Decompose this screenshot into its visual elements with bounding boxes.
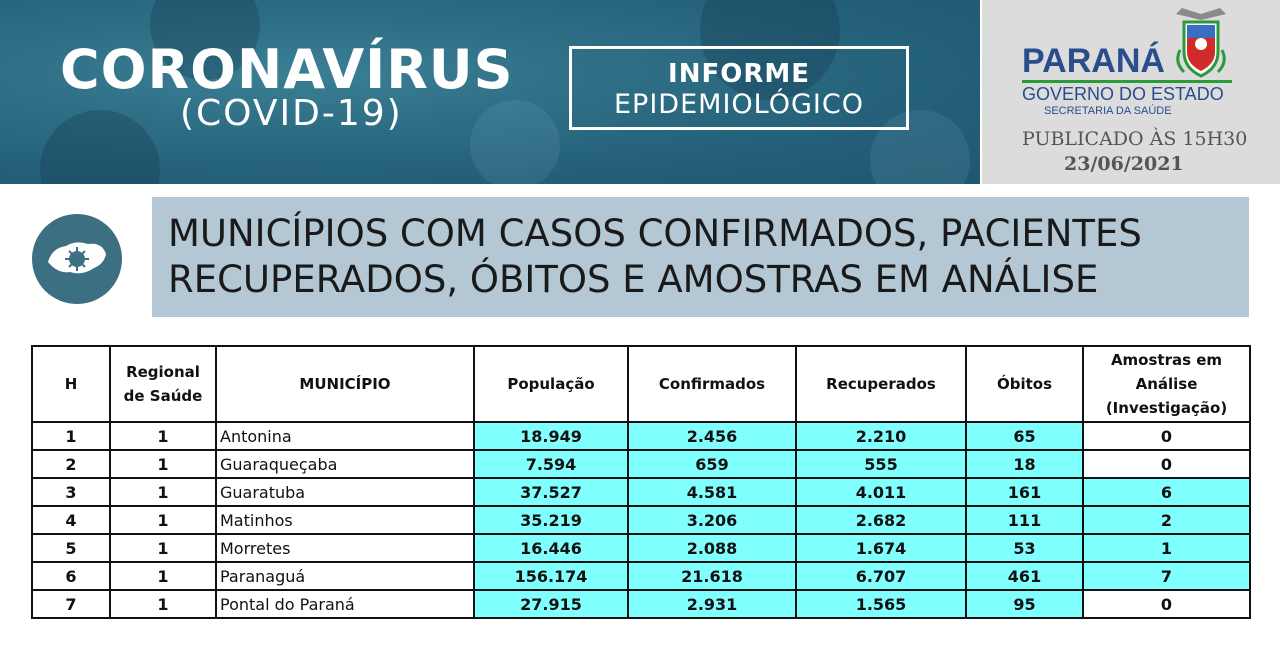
cell-confirmados: 659 — [628, 450, 796, 478]
cell-populacao: 35.219 — [474, 506, 628, 534]
table-row — [32, 590, 1250, 618]
cell-h: 5 — [32, 534, 110, 562]
cell-confirmados: 2.456 — [628, 422, 796, 450]
cell-obitos: 95 — [966, 590, 1083, 618]
cell-regional: 1 — [110, 478, 216, 506]
banner — [0, 0, 980, 184]
published-date: 23/06/2021 — [1064, 153, 1184, 175]
cell-obitos: 65 — [966, 422, 1083, 450]
state-underline — [1022, 80, 1232, 83]
cell-recuperados: 1.674 — [796, 534, 966, 562]
cell-recuperados: 4.011 — [796, 478, 966, 506]
cell-recuperados: 1.565 — [796, 590, 966, 618]
cell-obitos: 461 — [966, 562, 1083, 590]
table-row — [32, 450, 1250, 478]
cell-municipio: Guaraqueçaba — [216, 450, 474, 478]
cell-obitos: 111 — [966, 506, 1083, 534]
government-logo-panel — [982, 0, 1280, 184]
cell-obitos: 53 — [966, 534, 1083, 562]
published-time: PUBLICADO ÀS 15H30 — [1022, 128, 1248, 150]
cell-amostras: 1 — [1083, 534, 1250, 562]
table-row — [32, 478, 1250, 506]
cell-h: 4 — [32, 506, 110, 534]
section-title-line2: RECUPERADOS, ÓBITOS E AMOSTRAS EM ANÁLISE — [168, 258, 1099, 301]
cell-populacao: 7.594 — [474, 450, 628, 478]
informe-subtitle: EPIDEMIOLÓGICO — [614, 89, 864, 120]
cell-regional: 1 — [110, 534, 216, 562]
cell-municipio: Pontal do Paraná — [216, 590, 474, 618]
cell-confirmados: 2.931 — [628, 590, 796, 618]
parana-crest-icon — [1170, 6, 1232, 82]
header-populacao: População — [474, 346, 628, 422]
cell-municipio: Morretes — [216, 534, 474, 562]
section-icon-circle — [32, 214, 122, 304]
section-title — [168, 211, 1142, 303]
table-row — [32, 534, 1250, 562]
cell-recuperados: 2.210 — [796, 422, 966, 450]
cell-h: 1 — [32, 422, 110, 450]
header-amostras: Amostras em Análise (Investigação) — [1083, 346, 1250, 422]
cell-populacao: 156.174 — [474, 562, 628, 590]
table-row — [32, 506, 1250, 534]
cell-h: 6 — [32, 562, 110, 590]
state-name: PARANÁ — [1022, 42, 1165, 80]
municipality-table — [31, 345, 1251, 619]
banner-title: CORONAVÍRUS — [60, 38, 514, 101]
cell-municipio: Antonina — [216, 422, 474, 450]
cell-h: 3 — [32, 478, 110, 506]
section-heading — [152, 197, 1249, 317]
cell-regional: 1 — [110, 422, 216, 450]
cell-municipio: Matinhos — [216, 506, 474, 534]
virus-decoration — [40, 110, 160, 184]
cell-recuperados: 555 — [796, 450, 966, 478]
cell-regional: 1 — [110, 590, 216, 618]
parana-map-virus-icon — [32, 214, 122, 304]
table-header-row — [32, 346, 1250, 422]
header-municipio: MUNICÍPIO — [216, 346, 474, 422]
header-obitos: Óbitos — [966, 346, 1083, 422]
cell-confirmados: 3.206 — [628, 506, 796, 534]
cell-populacao: 27.915 — [474, 590, 628, 618]
cell-populacao: 16.446 — [474, 534, 628, 562]
cell-municipio: Guaratuba — [216, 478, 474, 506]
header-regional: Regional de Saúde — [110, 346, 216, 422]
cell-recuperados: 6.707 — [796, 562, 966, 590]
header-confirmados: Confirmados — [628, 346, 796, 422]
cell-amostras: 0 — [1083, 422, 1250, 450]
section-title-line1: MUNICÍPIOS COM CASOS CONFIRMADOS, PACIENTES — [168, 212, 1142, 255]
cell-regional: 1 — [110, 506, 216, 534]
cell-amostras: 2 — [1083, 506, 1250, 534]
header-h: H — [32, 346, 110, 422]
cell-confirmados: 21.618 — [628, 562, 796, 590]
cell-h: 2 — [32, 450, 110, 478]
cell-amostras: 7 — [1083, 562, 1250, 590]
informe-box — [569, 46, 909, 130]
table-row — [32, 562, 1250, 590]
cell-obitos: 161 — [966, 478, 1083, 506]
cell-confirmados: 2.088 — [628, 534, 796, 562]
cell-amostras: 6 — [1083, 478, 1250, 506]
cell-obitos: 18 — [966, 450, 1083, 478]
cell-h: 7 — [32, 590, 110, 618]
table-row — [32, 422, 1250, 450]
cell-regional: 1 — [110, 450, 216, 478]
virus-decoration — [470, 100, 560, 184]
informe-title: INFORME — [668, 59, 810, 89]
cell-populacao: 37.527 — [474, 478, 628, 506]
cell-recuperados: 2.682 — [796, 506, 966, 534]
government-label: GOVERNO DO ESTADO — [1022, 84, 1224, 104]
cell-confirmados: 4.581 — [628, 478, 796, 506]
cell-regional: 1 — [110, 562, 216, 590]
cell-amostras: 0 — [1083, 450, 1250, 478]
secretariat-label: SECRETARIA DA SAÚDE — [1044, 105, 1172, 117]
banner-subtitle: (COVID-19) — [180, 93, 403, 134]
header-recuperados: Recuperados — [796, 346, 966, 422]
cell-populacao: 18.949 — [474, 422, 628, 450]
cell-municipio: Paranaguá — [216, 562, 474, 590]
cell-amostras: 0 — [1083, 590, 1250, 618]
